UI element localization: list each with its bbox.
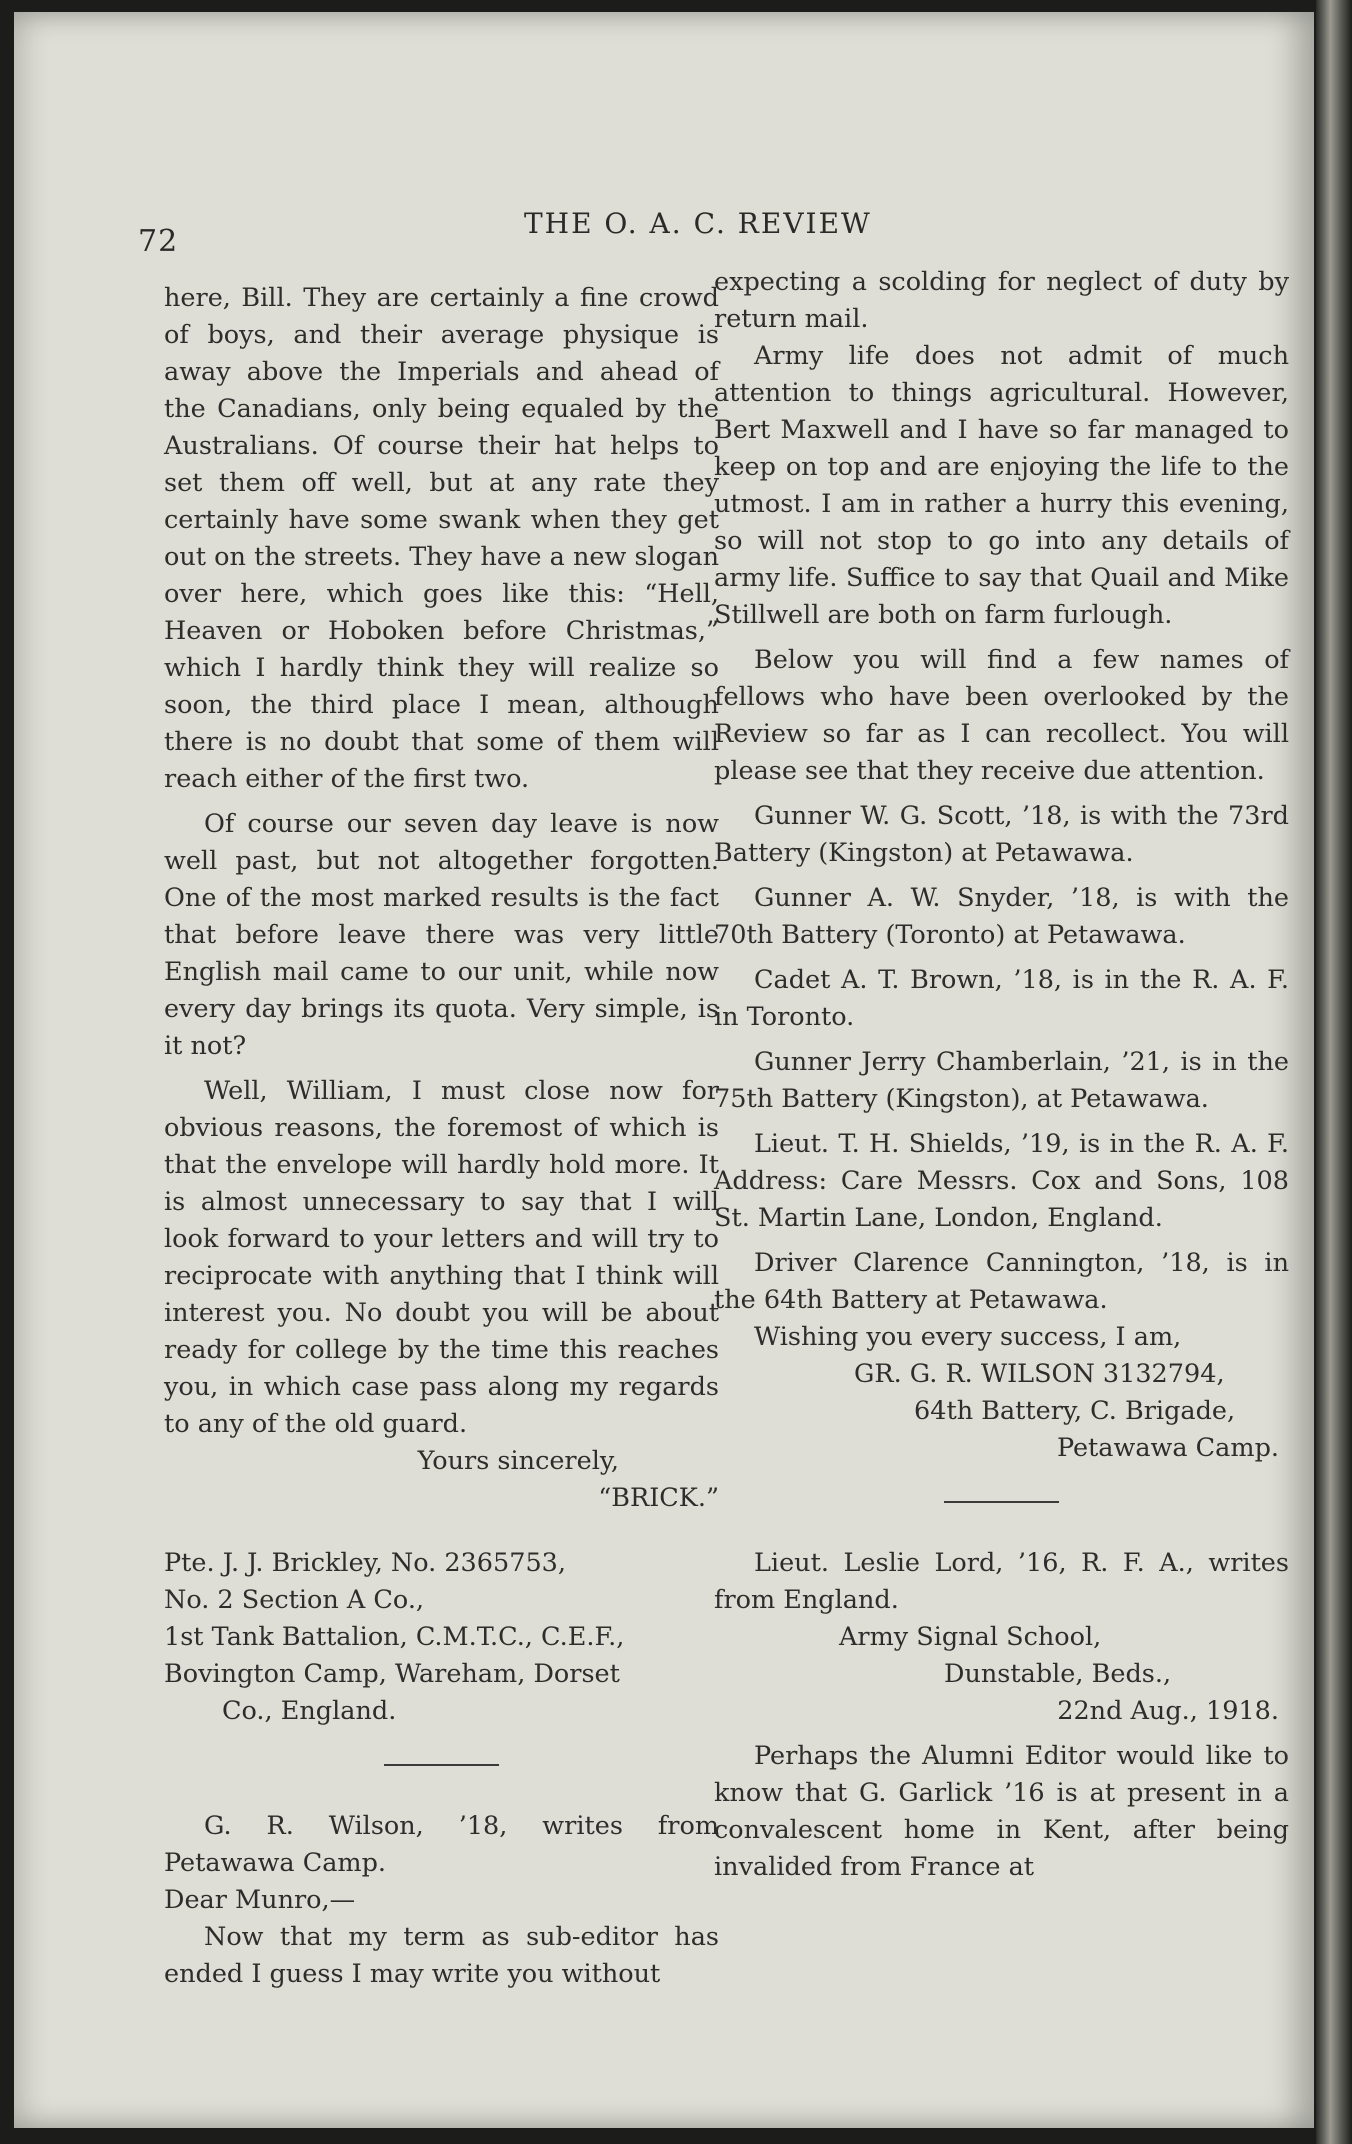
address-line: No. 2 Section A Co.,: [164, 1585, 425, 1615]
name-entry: Driver Clarence Cannington, ’18, is in the 64th Battery at Petawawa.: [714, 1248, 1289, 1315]
address-line: Army Signal School,: [839, 1622, 1102, 1652]
paragraph: expecting a scolding for neglect of duty by return mail.: [714, 267, 1289, 334]
paragraph: here, Bill. They are certainly a fine crowd of boys, and their average physique is away above the Imperials and ahead of the Canadians, only being equaled by the Australians. Of course their hat helps to set them off well, but at any rate they certainly have some swank when they get out on the streets. They have a new slogan over here, which goes like this: “Hell, Heaven or Hoboken before Christmas,” which I hardly think they will realize so soon, the third place I mean, although there is no doubt that some of them will reach either of the first two.: [164, 283, 719, 794]
address-line: Dunstable, Beds.,: [944, 1659, 1172, 1689]
right-column: [714, 264, 1289, 1886]
book-binding-edge: [1316, 0, 1352, 2144]
name-entry: Gunner Jerry Chamberlain, ’21, is in the 75th Battery (Kingston), at Petawawa.: [714, 1047, 1289, 1114]
running-title: THE O. A. C. REVIEW: [524, 207, 872, 240]
signature-line: Petawawa Camp.: [1056, 1433, 1279, 1463]
name-entry: Cadet A. T. Brown, ’18, is in the R. A. F. in Toronto.: [714, 965, 1289, 1032]
sender-address: [164, 1545, 719, 1730]
salutation: Dear Munro,—: [164, 1885, 356, 1915]
book-page: [14, 12, 1314, 2128]
paragraph: Army life does not admit of much attention to things agricultural. However, Bert Maxwell and I have so far managed to keep on top and are enjoying the life to the utmost. I am in rather a hurry this evening, so will not stop to go into any details of army life. Suffice to say that Quail and Mike Stillwell are both on farm furlough.: [714, 341, 1289, 630]
section-divider: [384, 1764, 499, 1766]
paragraph: Of course our seven day leave is now well past, but not altogether forgotten. One of the most marked results is the fact that before leave there was very little English mail came to our unit, while now every day brings its quota. Very simple, is it not?: [164, 809, 719, 1061]
letter-closing: Yours sincerely,: [417, 1446, 619, 1476]
name-entry: Gunner W. G. Scott, ’18, is with the 73rd Battery (Kingston) at Petawawa.: [714, 801, 1289, 868]
page-number: 72: [138, 224, 179, 259]
address-line: 22nd Aug., 1918.: [1057, 1696, 1279, 1726]
name-entry: Gunner A. W. Snyder, ’18, is with the 70th Battery (Toronto) at Petawawa.: [714, 883, 1289, 950]
address-line: 1st Tank Battalion, C.M.T.C., C.E.F.,: [164, 1622, 625, 1652]
signature-line: GR. G. R. WILSON 3132794,: [854, 1359, 1225, 1389]
letter-closing: Wishing you every success, I am,: [754, 1322, 1182, 1352]
paragraph: Now that my term as sub-editor has ended I guess I may write you without: [164, 1922, 719, 1989]
address-line: Pte. J. J. Brickley, No. 2365753,: [164, 1548, 567, 1578]
section-divider: [944, 1501, 1059, 1503]
address-line: Bovington Camp, Wareham, Dorset: [164, 1659, 620, 1689]
left-column: [164, 280, 719, 1993]
paragraph: Well, William, I must close now for obvious reasons, the foremost of which is that the envelope will hardly hold more. It is almost unnecessary to say that I will look forward to your letters and will try to reciprocate with anything that I think will interest you. No doubt you will be about ready for college by the time this reaches you, in which case pass along my regards to any of the old guard.: [164, 1076, 719, 1439]
letter-intro: Lieut. Leslie Lord, ’16, R. F. A., writes from England.: [714, 1548, 1289, 1615]
paragraph: Below you will find a few names of fellows who have been overlooked by the Review so far as I can recollect. You will please see that they receive due attention.: [714, 645, 1289, 786]
letter-signature: “BRICK.”: [598, 1483, 719, 1513]
address-line: Co., England.: [222, 1696, 397, 1726]
paragraph: Perhaps the Alumni Editor would like to know that G. Garlick ’16 is at present in a convalescent home in Kent, after being invalided from France at: [714, 1741, 1289, 1882]
signature-line: 64th Battery, C. Brigade,: [914, 1396, 1236, 1426]
name-entry: Lieut. T. H. Shields, ’19, is in the R. A. F. Address: Care Messrs. Cox and Sons, 108 St. Martin Lane, London, England.: [714, 1129, 1289, 1233]
letter-intro: G. R. Wilson, ’18, writes from Petawawa Camp.: [164, 1811, 719, 1878]
